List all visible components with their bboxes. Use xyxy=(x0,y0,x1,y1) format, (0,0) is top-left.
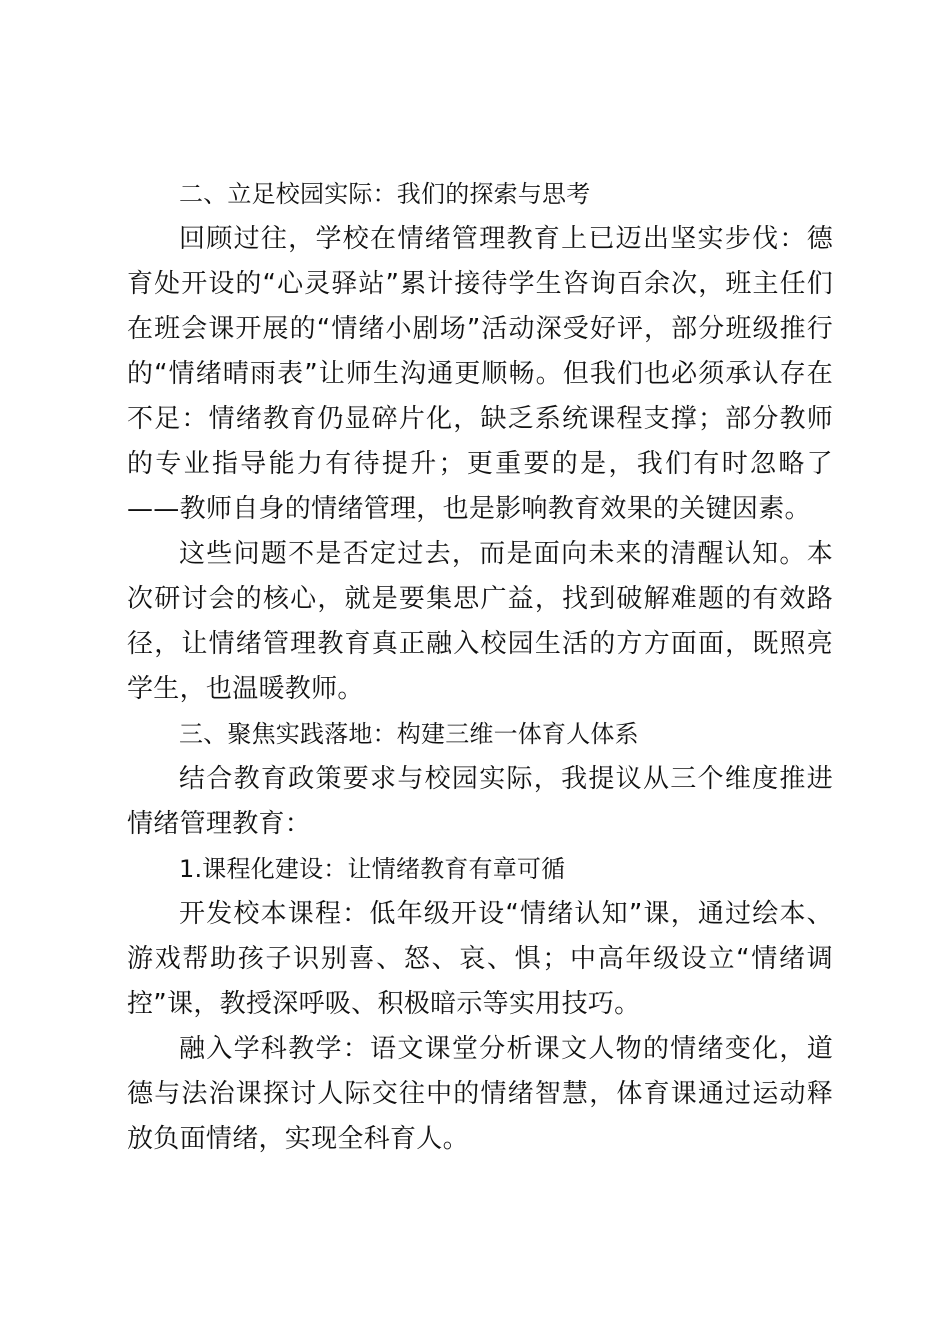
section-heading-2: 二、立足校园实际：我们的探索与思考 xyxy=(179,180,591,208)
paragraph-proposal: 结合教育政策要求与校园实际，我提议从三个维度推进情绪管理教育： xyxy=(127,764,833,839)
paragraph-reflection: 这些问题不是否定过去，而是面向未来的清醒认知。本次研讨会的核心，就是要集思广益，找到破解难题的有效路径，让情绪管理教育真正融入校园生活的方方面面，既照亮学生，也温暖教师。 xyxy=(127,539,833,704)
section-heading-3: 三、聚焦实践落地：构建三维一体育人体系 xyxy=(179,720,639,748)
paragraph-review: 回顾过往，学校在情绪管理教育上已迈出坚实步伐：德育处开设的“心灵驿站”累计接待学生咨询百余次，班主任们在班会课开展的“情绪小剧场”活动深受好评，部分班级推行的“情绪晴雨表”让师生沟通更顺畅。但我们也必须承认存在不足：情绪教育仍显碎片化，缺乏系统课程支撑；部分教师的专业指导能力有待提升；更重要的是，我们有时忽略了——教师自身的情绪管理，也是影响教育效果的关键因素。 xyxy=(127,224,833,524)
paragraph-subject-integration: 融入学科教学：语文课堂分析课文人物的情绪变化，道德与法治课探讨人际交往中的情绪智慧，体育课通过运动释放负面情绪，实现全科育人。 xyxy=(127,1034,833,1154)
paragraph-school-curriculum: 开发校本课程：低年级开设“情绪认知”课，通过绘本、游戏帮助孩子识别喜、怒、哀、惧；中高年级设立“情绪调控”课，教授深呼吸、积极暗示等实用技巧。 xyxy=(127,899,833,1019)
document-body xyxy=(127,172,833,1162)
subsection-heading-1: 1.课程化建设：让情绪教育有章可循 xyxy=(179,855,566,883)
